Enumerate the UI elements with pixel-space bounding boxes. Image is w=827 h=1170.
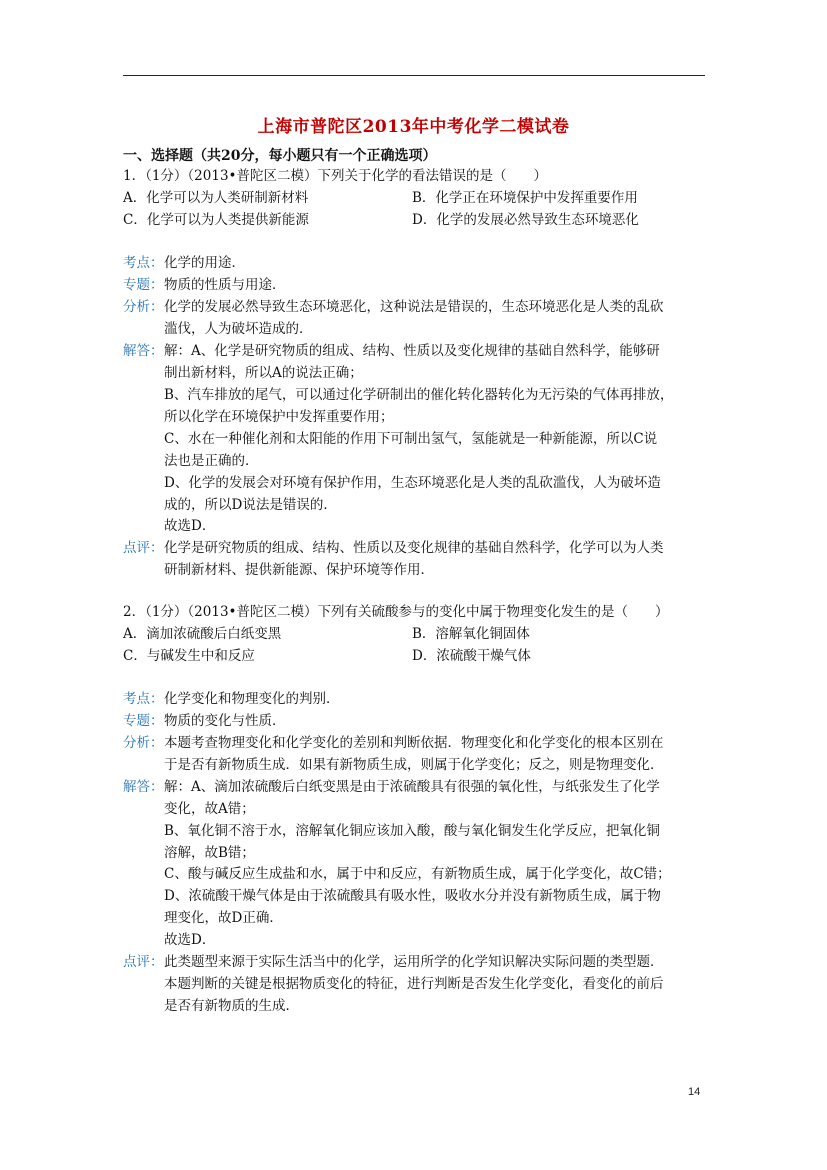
q2-jieda-line: D、浓硫酸干燥气体是由于浓硫酸具有吸水性，吸收水分并没有新物质生成，属于物	[164, 888, 661, 904]
q1-jieda-label: 解答：	[123, 343, 164, 359]
q2-kaodian-label: 考点：	[123, 691, 164, 707]
q2-option-b: B．溶解氧化铜固体	[412, 626, 530, 642]
q2-dianping-label: 点评：	[123, 954, 164, 970]
q1-jieda-line: D、化学的发展会对环境有保护作用，生态环境恶化是人类的乱砍滥伐，人为破坏造	[164, 475, 661, 491]
q1-dianping-line: 研制新材料、提供新能源、保护环境等作用．	[164, 562, 434, 578]
q1-fenxi-line: 化学的发展必然导致生态环境恶化，这种说法是错误的，生态环境恶化是人类的乱砍	[164, 299, 664, 315]
q1-fenxi-line: 滥伐，人为破坏造成的．	[164, 321, 313, 337]
q1-jieda-line: 制出新材料，所以A的说法正确；	[164, 365, 363, 381]
q1-dianping-label: 点评：	[123, 540, 164, 556]
q1-jieda-line: 成的，所以D说法是错误的．	[164, 497, 337, 513]
q2-jieda-line: 理变化，故D正确．	[164, 910, 283, 926]
q2-fenxi-line: 于是否有新物质生成．如果有新物质生成，则属于化学变化；反之，则是物理变化．	[164, 757, 664, 773]
q2-jieda-line: 变化，故A错；	[164, 801, 255, 817]
q2-fenxi-line: 本题考查物理变化和化学变化的差别和判断依据．物理变化和化学变化的根本区别在	[164, 735, 664, 751]
page-title: 上海市普陀区2013年中考化学二模试卷	[257, 117, 570, 137]
q2-dianping-line: 是否有新物质的生成．	[164, 998, 299, 1014]
q1-option-b: B．化学正在环境保护中发挥重要作用	[412, 190, 638, 206]
q2-jieda-line: C、酸与碱反应生成盐和水，属于中和反应，有新物质生成，属于化学变化，故C错；	[164, 866, 671, 882]
q1-kaodian: 化学的用途．	[164, 255, 245, 271]
q1-option-c: C．化学可以为人类提供新能源	[123, 212, 309, 228]
q1-fenxi-label: 分析：	[123, 299, 164, 315]
q2-zhuanti: 物质的变化与性质．	[164, 713, 286, 729]
q1-jieda-line: B、汽车排放的尾气，可以通过化学研制出的催化转化器转化为无污染的气体再排放，	[164, 387, 674, 403]
q1-zhuanti: 物质的性质与用途．	[164, 277, 286, 293]
q1-jieda-line: 所以化学在环境保护中发挥重要作用；	[164, 409, 394, 425]
q2-option-d: D．浓硫酸干燥气体	[412, 648, 531, 664]
q2-jieda-line: B、氧化铜不溶于水，溶解氧化铜应该加入酸，酸与氧化铜发生化学反应，把氧化铜	[164, 823, 660, 839]
q2-option-a: A．滴加浓硫酸后白纸变黑	[123, 626, 282, 642]
q2-zhuanti-label: 专题：	[123, 713, 164, 729]
header-rule	[123, 75, 705, 76]
q2-option-c: C．与碱发生中和反应	[123, 648, 255, 664]
q2-dianping-line: 本题判断的关键是根据物质变化的特征，进行判断是否发生化学变化，看变化的前后	[164, 976, 664, 992]
q2-stem: 2．（1分）（2013•普陀区二模）下列有关硫酸参与的变化中属于物理变化发生的是（ ）	[123, 604, 669, 620]
q2-dianping-line: 此类题型来源于实际生活当中的化学，运用所学的化学知识解决实际问题的类型题．	[164, 954, 664, 970]
q1-option-a: A．化学可以为人类研制新材料	[123, 190, 309, 206]
q1-zhuanti-label: 专题：	[123, 277, 164, 293]
q1-jieda-line: C、水在一种催化剂和太阳能的作用下可制出氢气，氢能就是一种新能源，所以C说	[164, 431, 658, 447]
q2-jieda-line: 溶解，故B错；	[164, 845, 255, 861]
section-heading: 一、选择题（共20分，每小题只有一个正确选项）	[123, 148, 437, 164]
q2-fenxi-label: 分析：	[123, 735, 164, 751]
q1-jieda-line: 法也是正确的．	[164, 453, 259, 469]
page-number: 14	[688, 1086, 701, 1098]
q2-jieda-line: 解：A、滴加浓硫酸后白纸变黑是由于浓硫酸具有很强的氧化性，与纸张发生了化学	[164, 779, 660, 795]
q1-jieda-line: 解：A、化学是研究物质的组成、结构、性质以及变化规律的基础自然科学，能够研	[164, 343, 660, 359]
q2-jieda-line: 故选D．	[164, 932, 216, 948]
q1-jieda-line: 故选D．	[164, 518, 216, 534]
q2-jieda-label: 解答：	[123, 779, 164, 795]
q1-dianping-line: 化学是研究物质的组成、结构、性质以及变化规律的基础自然科学，化学可以为人类	[164, 540, 664, 556]
q2-kaodian: 化学变化和物理变化的判别．	[164, 691, 340, 707]
q1-option-d: D．化学的发展必然导致生态环境恶化	[412, 212, 639, 228]
q1-kaodian-label: 考点：	[123, 255, 164, 271]
q1-stem: 1．（1分）（2013•普陀区二模）下列关于化学的看法错误的是（ ）	[123, 168, 547, 184]
